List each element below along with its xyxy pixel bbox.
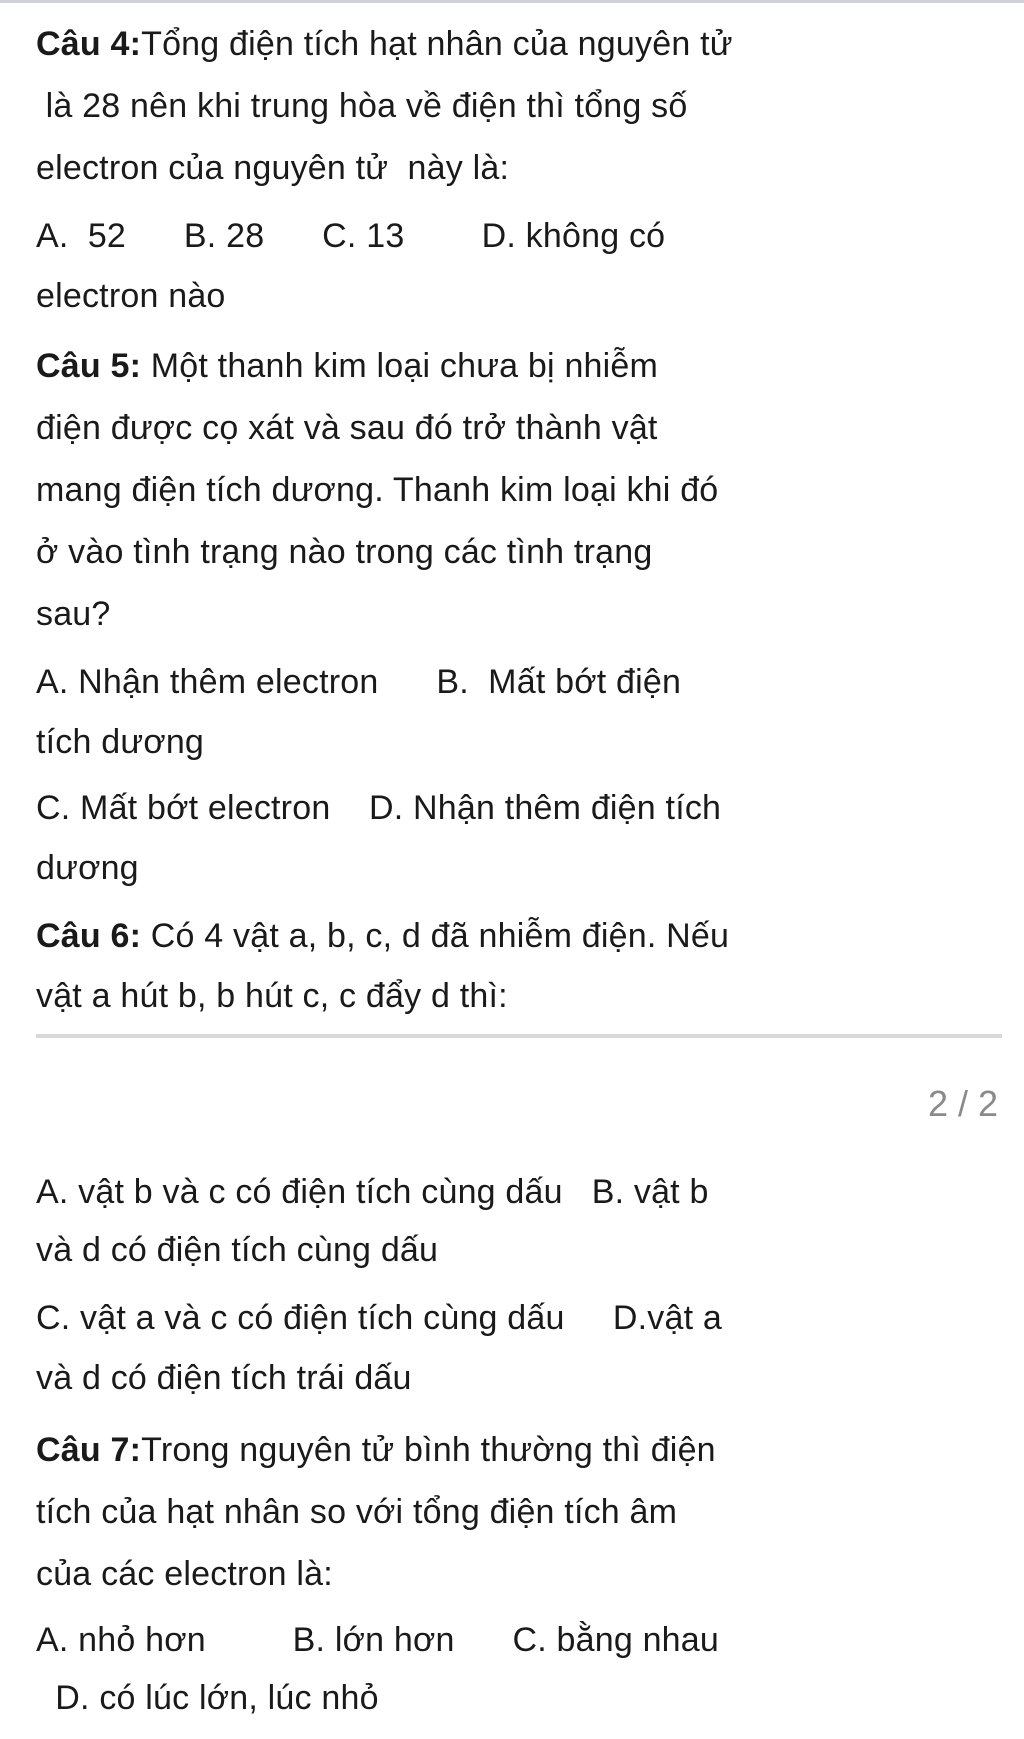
question-4-label: Câu 4: — [36, 25, 142, 63]
question-7-line-2: tích của hạt nhân so với tổng điện tích âm — [36, 1493, 678, 1531]
question-5-line-2: điện được cọ xát và sau đó trở thành vật — [36, 409, 658, 447]
question-5-options-cd-cont: dương — [36, 849, 139, 887]
question-6-options-cd: C. vật a và c có điện tích cùng dấu D.vật a — [36, 1299, 722, 1337]
question-4-line-3: electron của nguyên tử này là: — [36, 149, 510, 187]
question-7-line-1: Câu 7:Trong nguyên tử bình thường thì điện — [36, 1431, 716, 1469]
question-6-options-ab-cont: và d có điện tích cùng dấu — [36, 1231, 439, 1269]
question-5-line-3: mang điện tích dương. Thanh kim loại khi đó — [36, 471, 719, 509]
top-border — [0, 0, 1024, 3]
question-7-option-d: D. có lúc lớn, lúc nhỏ — [36, 1679, 379, 1717]
page-indicator: 2 / 2 — [927, 1083, 998, 1124]
question-4-line-1: Câu 4:Tổng điện tích hạt nhân của nguyên tử — [36, 25, 733, 63]
question-5-label: Câu 5: — [36, 347, 142, 385]
question-7-line-3: của các electron là: — [36, 1555, 333, 1593]
question-6-label: Câu 6: — [36, 917, 142, 955]
question-7-label: Câu 7: — [36, 1431, 142, 1469]
question-4-options-cont: electron nào — [36, 277, 226, 315]
question-5-line-5: sau? — [36, 595, 111, 633]
question-5-options-ab: A. Nhận thêm electron B. Mất bớt điện — [36, 663, 682, 701]
question-5-line-4: ở vào tình trạng nào trong các tình trạng — [36, 533, 653, 571]
question-4-line-2: là 28 nên khi trung hòa về điện thì tổng số — [36, 87, 688, 125]
page-separator — [36, 1034, 1002, 1038]
question-5-line-1: Câu 5: Một thanh kim loại chưa bị nhiễm — [36, 347, 659, 385]
question-4-options: A. 52 B. 28 C. 13 D. không có — [36, 217, 666, 255]
question-6-line-1: Câu 6: Có 4 vật a, b, c, d đã nhiễm điện. Nếu — [36, 917, 730, 955]
question-6-options-cd-cont: và d có điện tích trái dấu — [36, 1359, 412, 1397]
question-7-options-abc: A. nhỏ hơn B. lớn hơn C. bằng nhau — [36, 1621, 720, 1659]
question-6-line-2: vật a hút b, b hút c, c đẩy d thì: — [36, 977, 508, 1015]
question-6-options-ab: A. vật b và c có điện tích cùng dấu B. vật b — [36, 1173, 709, 1211]
question-5-options-ab-cont: tích dương — [36, 723, 205, 761]
question-5-options-cd: C. Mất bớt electron D. Nhận thêm điện tích — [36, 789, 722, 827]
